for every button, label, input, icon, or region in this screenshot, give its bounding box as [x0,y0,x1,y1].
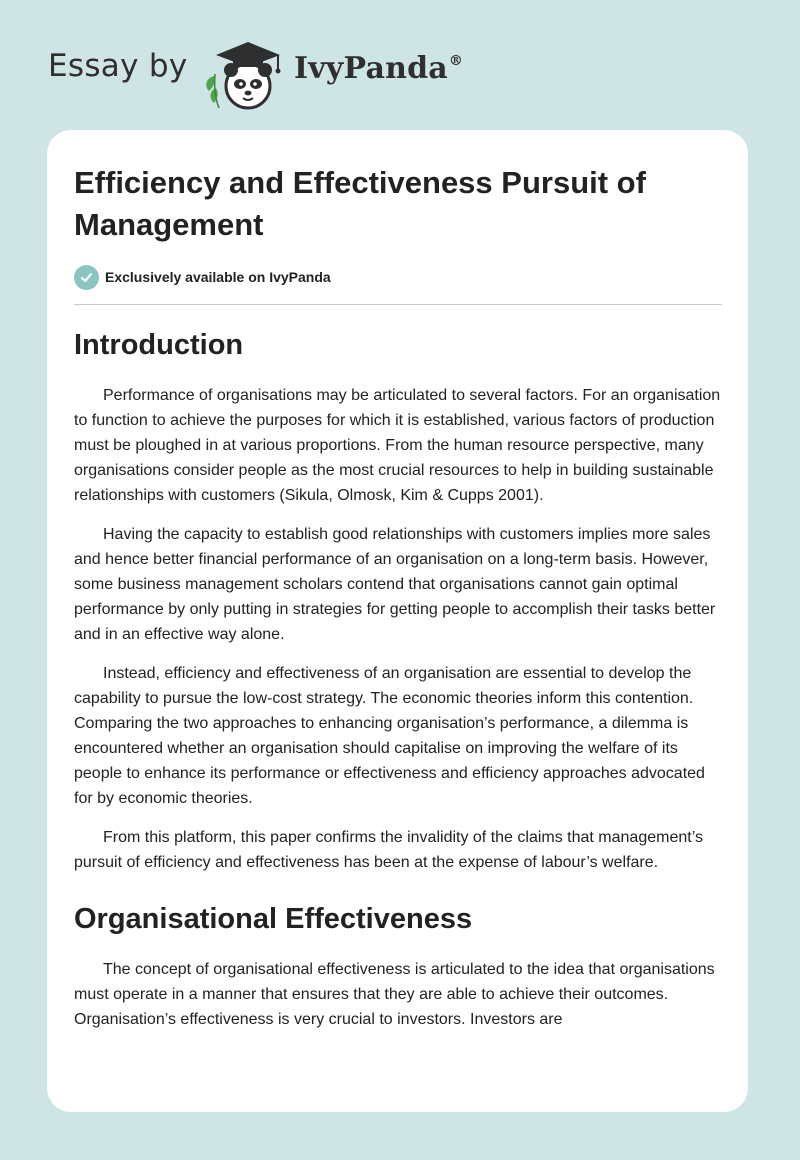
paragraph: Having the capacity to establish good relationships with customers implies more sales and hence better financial performance of an organisation on a long-term basis. However, some business management scholars contend that organisations cannot gain optimal performance by only putting in strategies for getting people to accomplish their tasks better and in an effective way alone. [74,526,716,643]
essay-card [47,130,748,1112]
page-title: Efficiency and Effectiveness Pursuit of Management [74,165,646,242]
brand-name[interactable]: IvyPanda® [294,51,464,86]
section-heading-organisational-effectiveness: Organisational Effectiveness [74,903,473,935]
site-header [0,0,800,120]
divider [74,304,722,305]
check-badge-icon [74,265,99,290]
section-heading-introduction: Introduction [74,329,244,361]
paragraph: From this platform, this paper confirms the invalidity of the claims that management’s pursuit of efficiency and effectiveness has been at the expense of labour’s welfare. [74,829,703,871]
panda-graduate-icon[interactable] [200,36,292,110]
essay-by-label: Essay by [48,48,188,84]
paragraph: Instead, efficiency and effectiveness of an organisation are essential to develop the capability to pursue the low-cost strategy. The economic theories inform this contention. Comparing the two approaches to enhancing organisation’s performance, a dilemma is encountered whether an organisation should capitalise on improving the welfare of its people to enhance its performance or effectiveness and efficiency approaches advocated for by economic theories. [74,665,705,807]
paragraph: The concept of organisational effectiveness is articulated to the idea that organisations must operate in a manner that ensures that they are able to achieve their outcomes. Organisation’s effectiveness is very crucial to investors. Investors are [74,961,715,1028]
leaf-icon [206,74,219,108]
essay-content [74,162,722,1032]
exclusive-label: Exclusively available on IvyPanda [105,269,331,285]
registered-mark: ® [448,53,464,69]
paragraph: Performance of organisations may be articulated to several factors. For an organisation to function to achieve the purposes for which it is established, various factors of production must be ploughed in at various proportions. From the human resource perspective, many organisations consider people as the most crucial resources to help in building sustainable relationships with customers (Sikula, Olmosk, Kim & Cupps 2001). [74,387,721,504]
exclusive-badge [74,264,722,290]
